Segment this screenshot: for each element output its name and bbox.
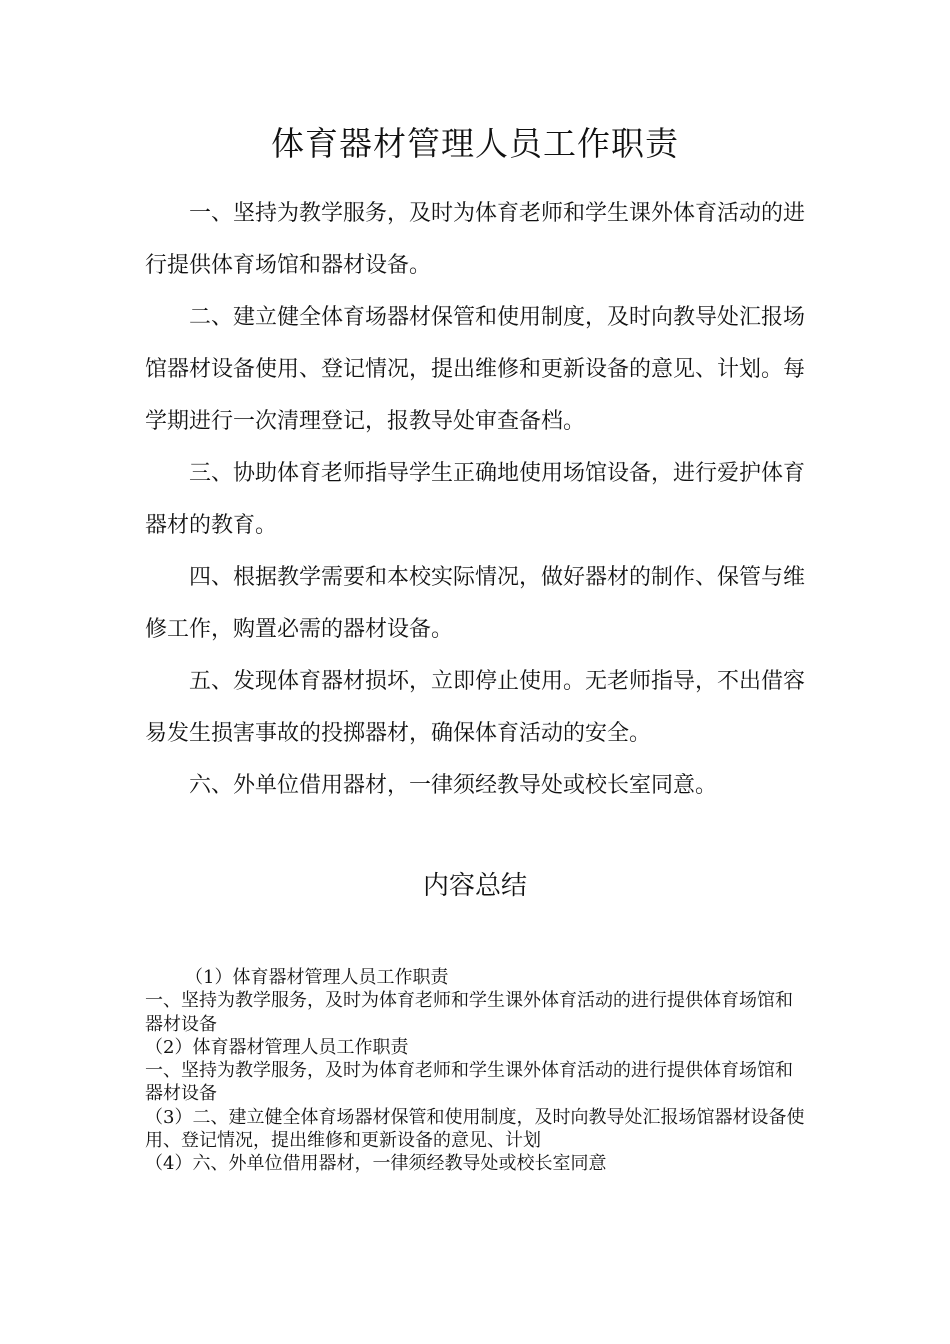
- paragraph-2: 二、建立健全体育场器材保管和使用制度，及时向教导处汇报场馆器材设备使用、登记情况，提出维修和更新设备的意见、计划。每学期进行一次清理登记，报教导处审查备档。: [145, 305, 806, 434]
- summary-body: [145, 966, 805, 1176]
- summary-line-3: （2）体育器材管理人员工作职责: [145, 1036, 409, 1058]
- document-body: [145, 188, 805, 812]
- document-title: 体育器材管理人员工作职责: [271, 124, 679, 163]
- summary-line-5: （3）二、建立健全体育场器材保管和使用制度，及时向教导处汇报场馆器材设备使用、登记情况，提出维修和更新设备的意见、计划: [145, 1106, 805, 1152]
- paragraph-1: 一、坚持为教学服务，及时为体育老师和学生课外体育活动的进行提供体育场馆和器材设备。: [145, 201, 806, 278]
- summary-title: 内容总结: [422, 871, 527, 901]
- summary-line-2: 一、坚持为教学服务，及时为体育老师和学生课外体育活动的进行提供体育场馆和器材设备: [145, 990, 793, 1035]
- paragraph-3: 三、协助体育老师指导学生正确地使用场馆设备，进行爱护体育器材的教育。: [145, 461, 806, 538]
- summary-line-4: 一、坚持为教学服务，及时为体育老师和学生课外体育活动的进行提供体育场馆和器材设备: [145, 1060, 793, 1105]
- paragraph-4: 四、根据教学需要和本校实际情况，做好器材的制作、保管与维修工作，购置必需的器材设备。: [145, 565, 806, 642]
- paragraph-6: 六、外单位借用器材，一律须经教导处或校长室同意。: [189, 773, 718, 798]
- summary-line-6: （4）六、外单位借用器材，一律须经教导处或校长室同意: [145, 1153, 607, 1175]
- paragraph-5: 五、发现体育器材损坏，立即停止使用。无老师指导，不出借容易发生损害事故的投掷器材，确保体育活动的安全。: [145, 669, 806, 746]
- summary-line-1: （1）体育器材管理人员工作职责: [185, 967, 449, 988]
